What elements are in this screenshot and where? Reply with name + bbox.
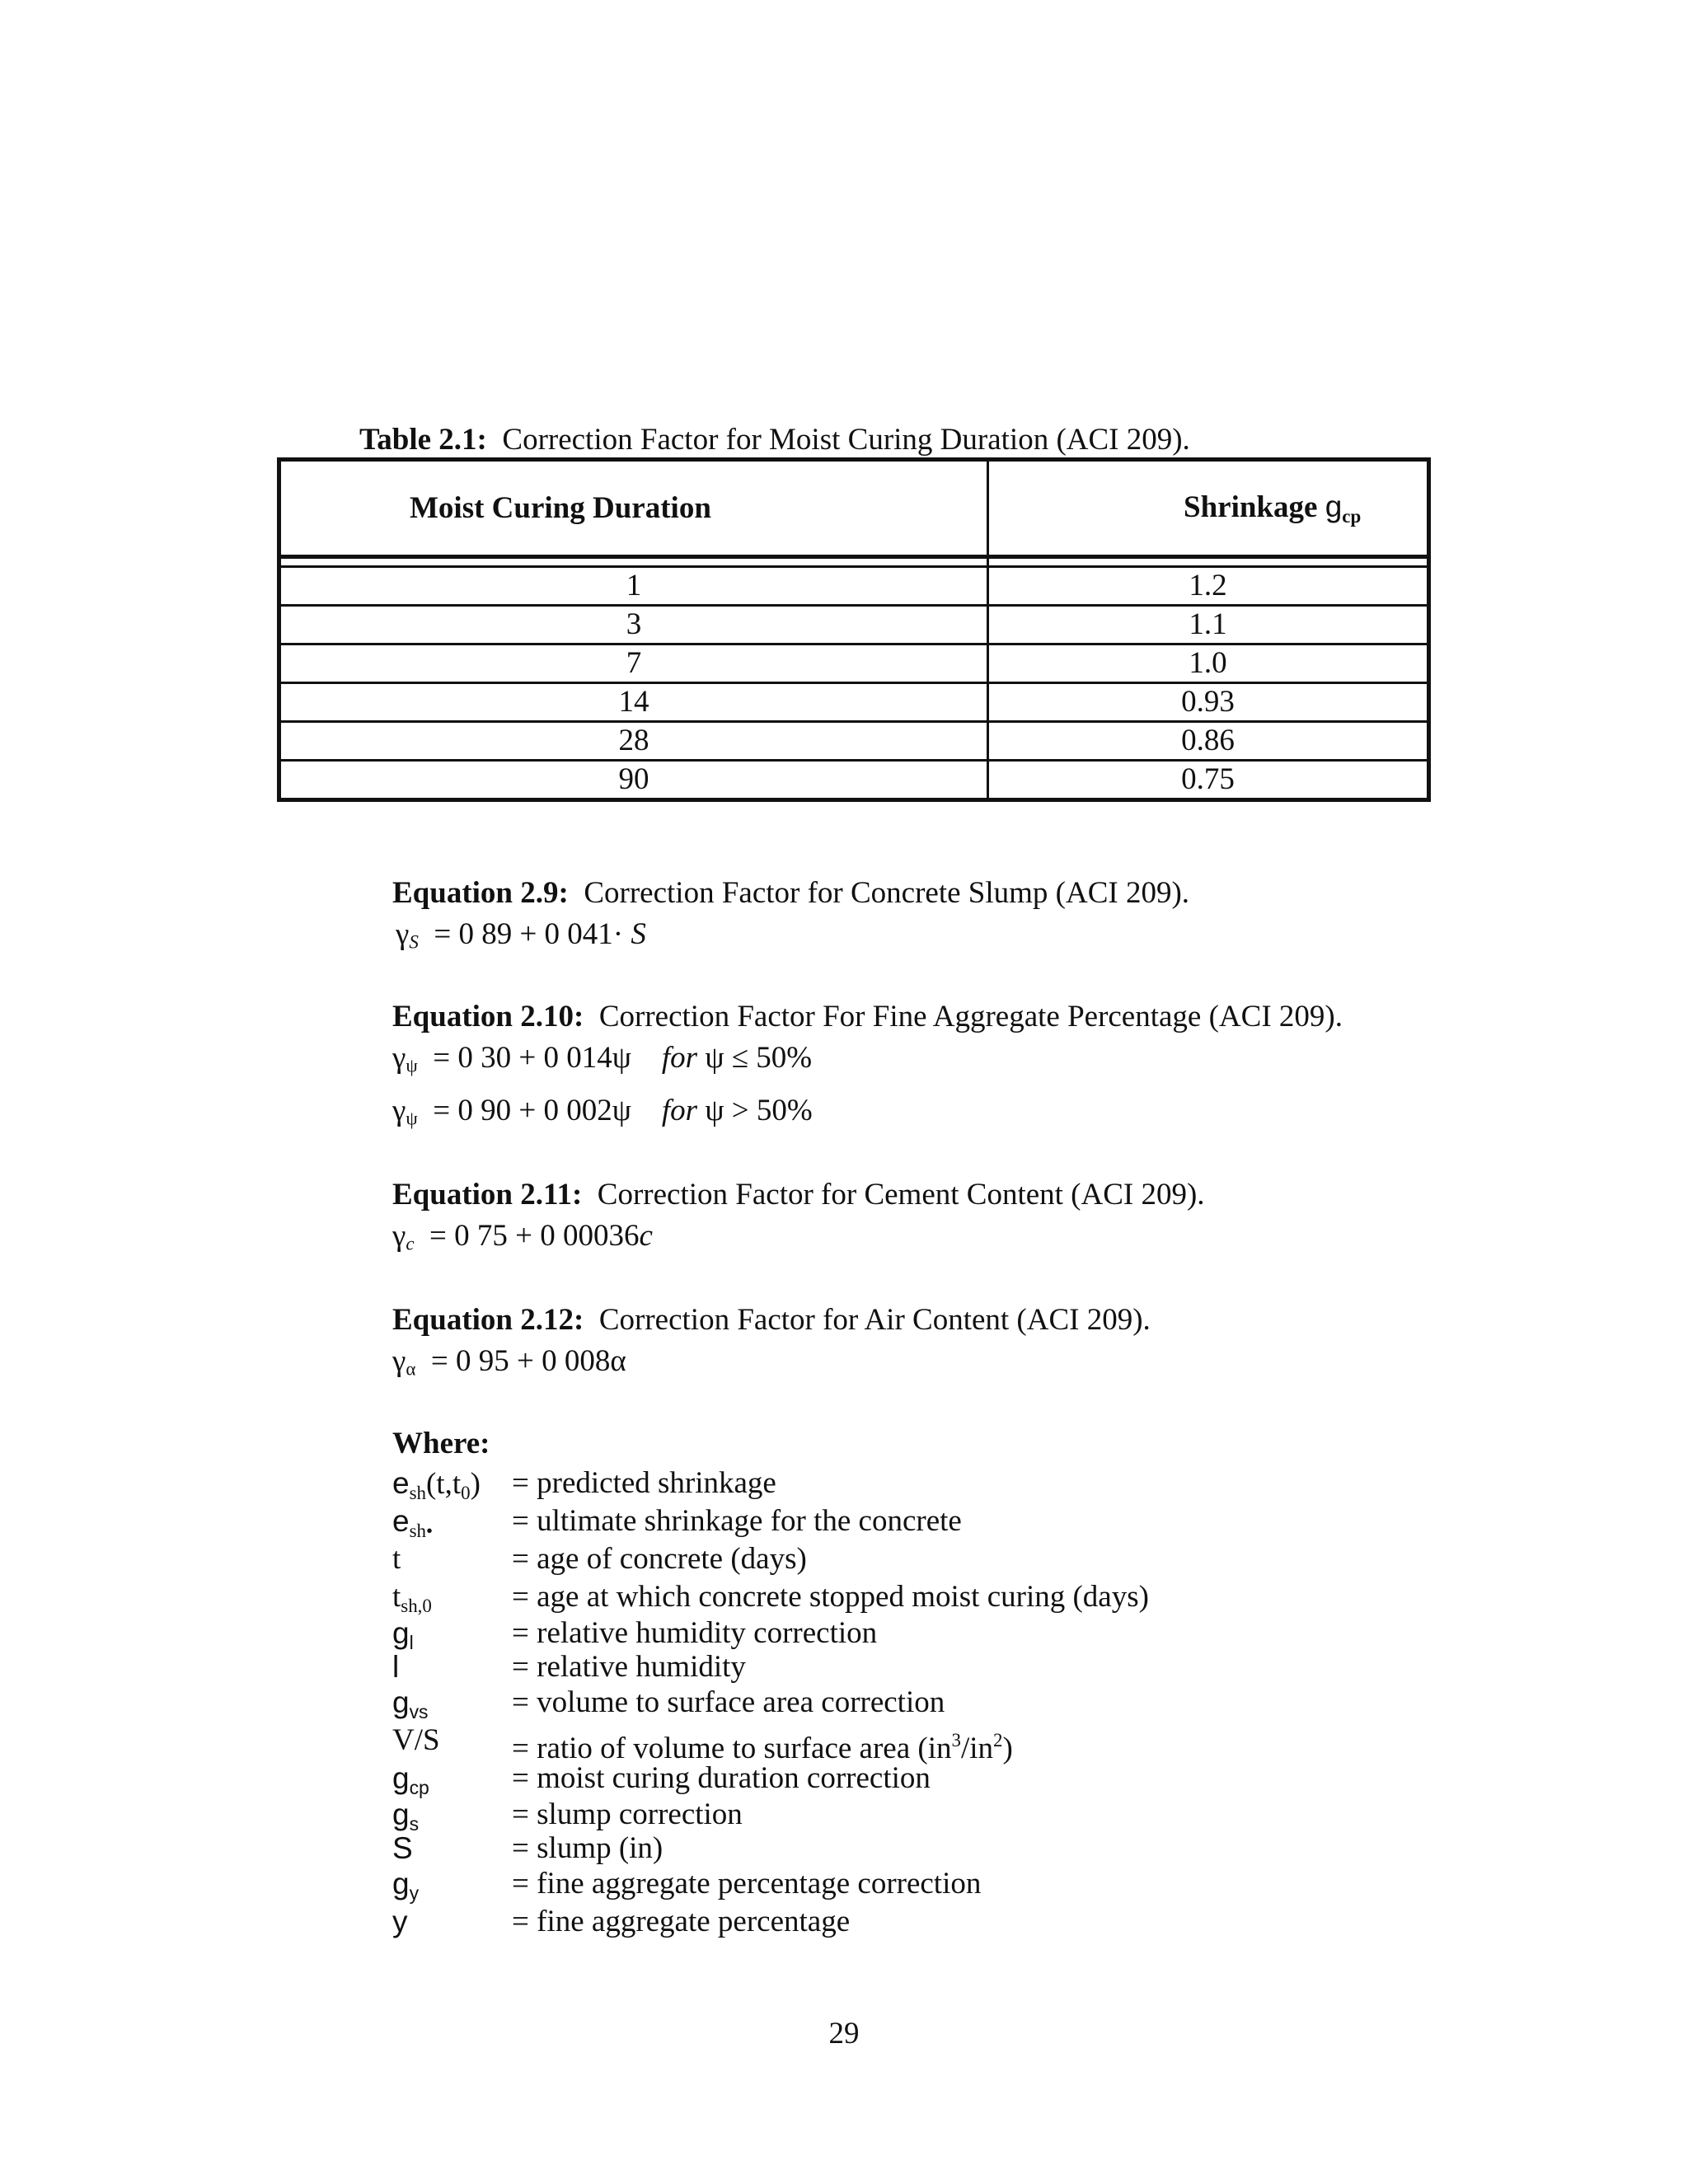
equation-label: Equation 2.11: xyxy=(392,1178,583,1212)
equation-2-11-title xyxy=(392,1177,1205,1212)
symbol-base: y xyxy=(392,1905,408,1938)
table-row xyxy=(279,683,1429,722)
equation-subscript: S xyxy=(409,931,419,953)
equation-condition-for: for xyxy=(661,1094,698,1127)
cell-duration: 7 xyxy=(279,644,988,683)
table-row xyxy=(279,644,1429,683)
header-shrinkage xyxy=(988,460,1429,557)
table-caption-text: Correction Factor for Moist Curing Duration (ACI 209). xyxy=(502,423,1190,457)
cell-duration: 3 xyxy=(279,606,988,644)
equation-label: Equation 2.9: xyxy=(392,876,569,910)
definition-symbol xyxy=(392,1831,413,1866)
definition-symbol xyxy=(392,1650,399,1685)
definition-description: = slump (in) xyxy=(512,1831,663,1865)
equation-variable: c xyxy=(639,1219,653,1253)
definition-description: = ultimate shrinkage for the concrete xyxy=(512,1504,962,1538)
equation-symbol: γ xyxy=(392,1344,406,1378)
table-spacer-row xyxy=(279,557,1429,567)
symbol-args-end: ) xyxy=(470,1467,481,1501)
symbol-base: g xyxy=(392,1797,410,1831)
equation-2-9 xyxy=(396,916,646,954)
definition-description: = moist curing duration correction xyxy=(512,1761,931,1795)
table-caption-label: Table 2.1: xyxy=(359,423,487,457)
description-superscript: 2 xyxy=(993,1730,1003,1750)
equation-variable: S xyxy=(631,917,646,951)
definition-symbol xyxy=(392,1903,408,1942)
symbol-base: e xyxy=(392,1504,410,1538)
cell-duration: 14 xyxy=(279,683,988,722)
symbol-subscript: l xyxy=(409,1631,414,1653)
header-shrinkage-text: Shrinkage xyxy=(1184,490,1325,524)
symbol-base: t xyxy=(392,1542,401,1576)
cell-shrinkage: 0.93 xyxy=(988,683,1429,722)
table-row xyxy=(279,606,1429,644)
equation-rhs: = 0 75 + 0 00036 xyxy=(429,1219,640,1253)
symbol-args-subscript: 0 xyxy=(461,1482,471,1503)
cell-duration: 28 xyxy=(279,722,988,761)
page-number: 29 xyxy=(828,2017,860,2050)
cell-shrinkage: 0.86 xyxy=(988,722,1429,761)
equation-rhs: = 0 89 + 0 041· xyxy=(434,917,631,951)
symbol-subscript: sh• xyxy=(409,1520,434,1541)
equation-2-9-title xyxy=(392,875,1189,911)
definition-symbol xyxy=(392,1722,440,1760)
symbol-base: V/S xyxy=(392,1723,440,1757)
symbol-args: (t,t xyxy=(425,1467,462,1501)
equation-condition-for: for xyxy=(661,1041,698,1075)
equation-symbol: γ xyxy=(392,1219,406,1253)
equation-rhs: = 0 30 + 0 014ψ xyxy=(433,1041,631,1075)
definition-description: = predicted shrinkage xyxy=(512,1466,776,1500)
equation-title-text: Correction Factor For Fine Aggregate Percentage (ACI 209). xyxy=(598,1000,1343,1033)
equation-condition: ψ > 50% xyxy=(705,1094,813,1127)
symbol-base: g xyxy=(392,1616,410,1650)
definition-description: = relative humidity correction xyxy=(512,1616,878,1650)
cell-shrinkage: 1.0 xyxy=(988,644,1429,683)
symbol-base: g xyxy=(392,1685,410,1719)
symbol-base: l xyxy=(392,1650,400,1684)
equation-title-text: Correction Factor for Concrete Slump (ACI 209). xyxy=(584,876,1190,910)
equation-rhs: = 0 90 + 0 002ψ xyxy=(433,1094,631,1127)
symbol-subscript: s xyxy=(409,1812,420,1835)
equation-symbol: γ xyxy=(392,1041,406,1075)
header-shrinkage-symbol: g xyxy=(1325,489,1343,523)
table-row xyxy=(279,761,1429,800)
table-caption xyxy=(359,422,1190,457)
definition-description: = volume to surface area correction xyxy=(512,1685,945,1719)
symbol-subscript: cp xyxy=(409,1776,429,1798)
equation-label: Equation 2.10: xyxy=(392,1000,584,1033)
equation-condition: ψ ≤ 50% xyxy=(705,1041,813,1075)
symbol-base: e xyxy=(392,1466,410,1500)
description-text: /in xyxy=(960,1731,994,1765)
description-superscript: 3 xyxy=(951,1730,961,1750)
description-text: ) xyxy=(1002,1731,1013,1765)
cell-shrinkage: 1.1 xyxy=(988,606,1429,644)
definition-description: = slump correction xyxy=(512,1797,743,1831)
equation-rhs: = 0 95 + 0 008α xyxy=(430,1344,626,1378)
moist-curing-table xyxy=(277,457,1431,802)
definition-description: = fine aggregate percentage correction xyxy=(512,1867,982,1900)
equation-title-text: Correction Factor for Air Content (ACI 209). xyxy=(598,1303,1151,1337)
equation-subscript: c xyxy=(406,1233,415,1254)
symbol-subscript: sh,0 xyxy=(401,1595,432,1616)
symbol-base: S xyxy=(392,1831,413,1865)
equation-symbol: γ xyxy=(396,917,410,951)
header-shrinkage-subscript: cp xyxy=(1342,505,1362,527)
symbol-base: t xyxy=(392,1580,401,1614)
cell-duration: 90 xyxy=(279,761,988,800)
definition-description: = age at which concrete stopped moist curing (days) xyxy=(512,1580,1149,1614)
symbol-base: g xyxy=(392,1867,410,1900)
equation-2-12 xyxy=(392,1343,626,1380)
cell-shrinkage: 0.75 xyxy=(988,761,1429,800)
cell-shrinkage: 1.2 xyxy=(988,567,1429,606)
header-moist-curing-duration: Moist Curing Duration xyxy=(279,460,988,557)
symbol-base: g xyxy=(392,1761,410,1795)
definition-description: = age of concrete (days) xyxy=(512,1542,807,1576)
table-row xyxy=(279,567,1429,606)
symbol-subscript: sh xyxy=(409,1482,426,1503)
equation-label: Equation 2.12: xyxy=(392,1303,584,1337)
definition-description: = relative humidity xyxy=(512,1650,746,1684)
symbol-subscript: y xyxy=(409,1882,420,1904)
equation-2-12-title xyxy=(392,1302,1151,1338)
cell-duration: 1 xyxy=(279,567,988,606)
equation-subscript: α xyxy=(406,1358,416,1380)
definition-description: = fine aggregate percentage xyxy=(512,1905,851,1938)
where-heading: Where: xyxy=(392,1427,490,1460)
equation-2-11 xyxy=(392,1218,653,1255)
equation-symbol: γ xyxy=(392,1094,406,1127)
table-row xyxy=(279,722,1429,761)
equation-2-10-title xyxy=(392,999,1343,1034)
equation-title-text: Correction Factor for Cement Content (ACI 209). xyxy=(597,1178,1205,1212)
symbol-subscript: vs xyxy=(409,1700,429,1722)
equation-subscript: ψ xyxy=(406,1055,418,1076)
equation-2-10-line-2 xyxy=(392,1093,813,1130)
description-text: = ratio of volume to surface area (in xyxy=(512,1731,952,1765)
definition-symbol xyxy=(392,1540,401,1578)
equation-subscript: ψ xyxy=(406,1108,418,1129)
equation-2-10-line-1 xyxy=(392,1040,812,1077)
